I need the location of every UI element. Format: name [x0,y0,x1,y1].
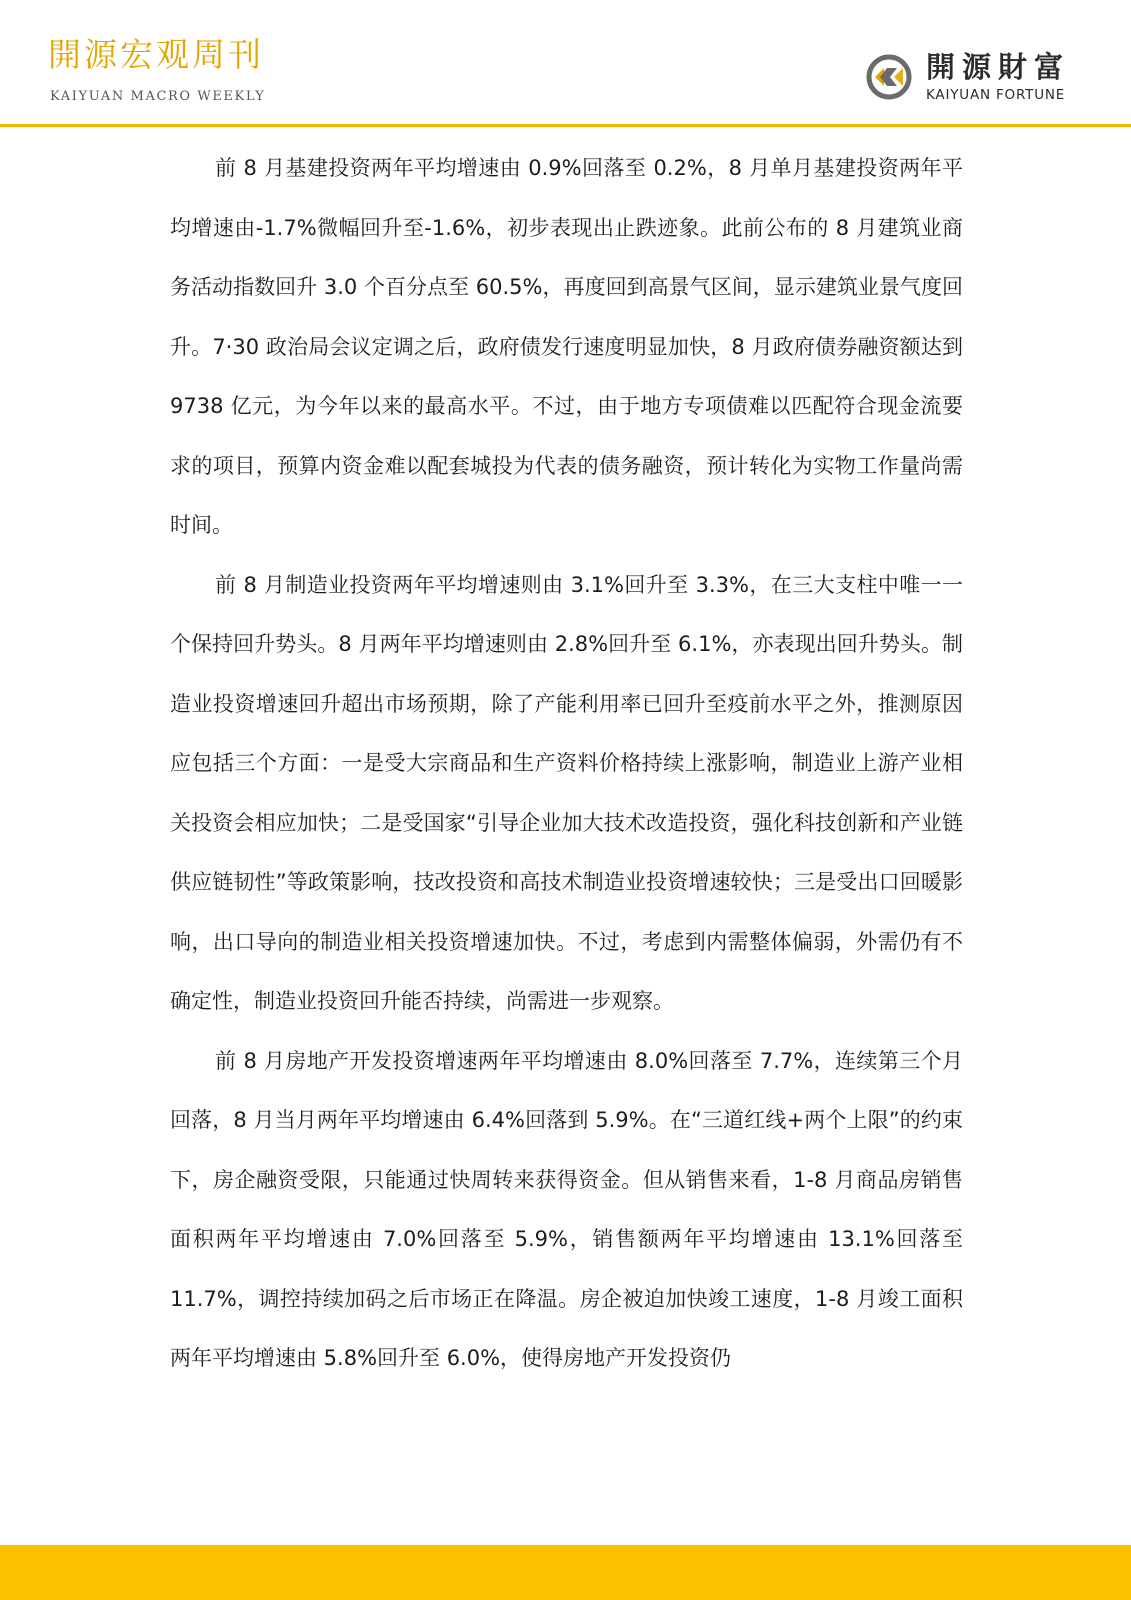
paragraph-infrastructure: 前 8 月基建投资两年平均增速由 0.9%回落至 0.2%，8 月单月基建投资两年平均增速由-1.7%微幅回升至-1.6%，初步表现出止跌迹象。此前公布的 8 月建筑业商务活动指数回升 3.0 个百分点至 60.5%，再度回到高景气区间，显示建筑业景气度回升。7·30 政治局会议定调之后，政府债发行速度明显加快，8 月政府债券融资额达到 9738 亿元，为今年以来的最高水平。不过，由于地方专项债难以匹配符合现金流要求的项目，预算内资金难以配套城投为代表的债务融资，预计转化为实物工作量尚需时间。 [170,156,963,537]
footer-bar [0,1545,1131,1600]
paragraph-manufacturing: 前 8 月制造业投资两年平均增速则由 3.1%回升至 3.3%，在三大支柱中唯一一个保持回升势头。8 月两年平均增速则由 2.8%回升至 6.1%，亦表现出回升势头。制造业投资增速回升超出市场预期，除了产能利用率已回升至疫前水平之外，推测原因应包括三个方面：一是受大宗商品和生产资料价格持续上涨影响，制造业上游产业相关投资会相应加快；二是受国家“引导企业加大技术改造投资，强化科技创新和产业链供应链韧性”等政策影响，技改投资和高技术制造业投资增速较快；三是受出口回暖影响，出口导向的制造业相关投资增速加快。不过，考虑到内需整体偏弱，外需仍有不确定性，制造业投资回升能否持续，尚需进一步观察。 [170,572,963,1013]
publication-subtitle: KAIYUAN MACRO WEEKLY [50,89,266,104]
company-logo-english: KAIYUAN FORTUNE [926,87,1066,103]
paragraph-real-estate: 前 8 月房地产开发投资增速两年平均增速由 8.0%回落至 7.7%，连续第三个月回落，8 月当月两年平均增速由 6.4%回落到 5.9%。在“三道红线+两个上限”的约束下，房企融资受限，只能通过快周转来获得资金。但从销售来看，1-8 月商品房销售面积两年平均增速由 7.0%回落至 5.9%，销售额两年平均增速由 13.1%回落至 11.7%，调控持续加码之后市场正在降温。房企被迫加快竣工速度，1-8 月竣工面积两年平均增速由 5.8%回升至 6.0%，使得房地产开发投资仍 [170,1048,963,1370]
page-header [0,0,1131,130]
publication-title: 開源宏观周刊 [48,35,264,74]
company-logo-text: 開源財富 [926,50,1071,84]
article-body [170,139,963,1389]
kaiyuan-k-circle-icon [864,52,914,102]
header-divider [0,124,1131,127]
